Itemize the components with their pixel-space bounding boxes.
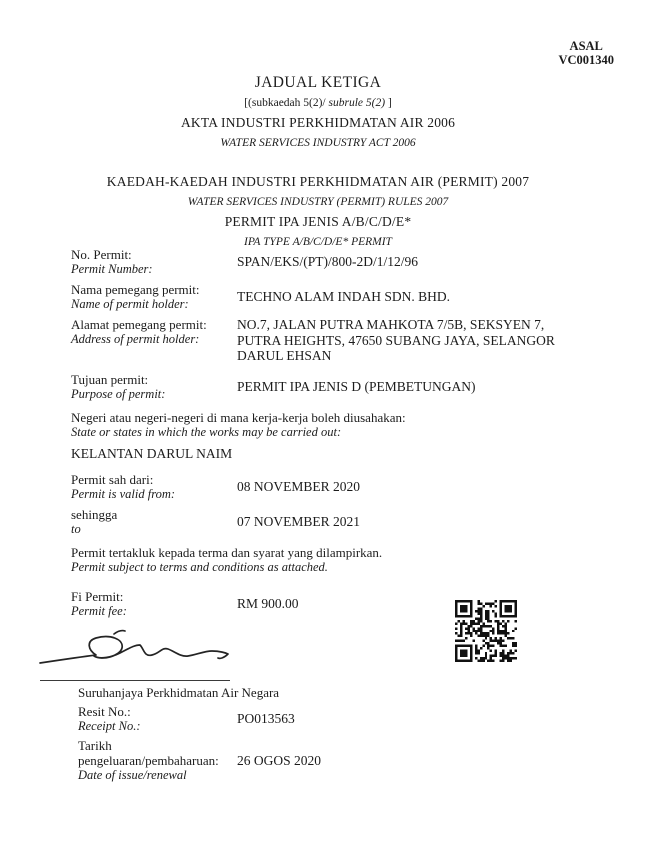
receipt-label-en: Receipt No.: [78, 719, 141, 733]
subrule-suffix: ] [385, 97, 392, 109]
purpose-label-my: Tujuan permit: [71, 371, 149, 387]
permit-fee-label-my: Fi Permit: [71, 588, 124, 604]
purpose-label-en: Purpose of permit: [71, 386, 166, 401]
permit-number-label-my: No. Permit: [71, 247, 132, 262]
terms-note-my: Permit tertakluk kepada terma dan syarat yang dilampirkan. [71, 544, 383, 560]
permit-fields [71, 247, 612, 624]
signature-image [36, 623, 232, 677]
field-purpose [71, 372, 612, 402]
states-section-label [71, 410, 612, 440]
holder-name-label-en: Name of permit holder: [71, 297, 189, 311]
field-holder-address [71, 317, 612, 364]
holder-address-label [71, 317, 237, 364]
document-footer [78, 685, 612, 787]
act-title-my: AKTA INDUSTRI PERKHIDMATAN AIR 2006 [180, 115, 456, 130]
receipt-label-my: Resit No.: [78, 704, 131, 719]
field-receipt-number [78, 704, 612, 734]
permit-number-value: SPAN/EKS/(PT)/800-2D/1/12/96 [237, 254, 419, 270]
subrule-prefix: [(subkaedah 5(2)/ [244, 97, 329, 109]
issue-date-value: 26 OGOS 2020 [237, 752, 322, 768]
field-holder-name [71, 282, 612, 312]
permit-fee-label [71, 589, 237, 619]
permit-number-label [71, 247, 237, 277]
permit-number-label-en: Permit Number: [71, 262, 153, 276]
states-label-my: Negeri atau negeri-negeri di mana kerja-kerja boleh diusahakan: [71, 409, 406, 425]
copy-marking-type: ASAL [569, 39, 603, 53]
authority-name: Suruhanjaya Perkhidmatan Air Negara [78, 685, 280, 700]
valid-to-value: 07 NOVEMBER 2021 [237, 513, 361, 529]
act-title-en: WATER SERVICES INDUSTRY ACT 2006 [220, 137, 416, 149]
copy-marking-serial: VC001340 [558, 53, 614, 67]
permit-fee-label-en: Permit fee: [71, 603, 127, 618]
schedule-title: JADUAL KETIGA [254, 74, 382, 91]
terms-note [71, 545, 612, 575]
subrule-reference [0, 97, 636, 109]
field-permit-number [71, 247, 612, 277]
valid-to-label [71, 507, 237, 537]
permit-fee-value: RM 900.00 [237, 595, 299, 611]
rules-title-my: KAEDAH-KAEDAH INDUSTRI PERKHIDMATAN AIR (PERMIT) 2007 [106, 174, 530, 189]
holder-address-label-en: Address of permit holder: [71, 332, 200, 346]
holder-address-value: NO.7, JALAN PUTRA MAHKOTA 7/5B, SEKSYEN 7, PUTRA HEIGHTS, 47650 SUBANG JAYA, SELANGOR DARUL EHSAN [237, 317, 555, 363]
valid-from-label-en: Permit is valid from: [71, 486, 176, 501]
valid-from-label-my: Permit sah dari: [71, 471, 154, 487]
issue-date-label [78, 738, 237, 783]
issue-date-label-my-2: pengeluaran/pembaharuan: [78, 753, 219, 768]
rules-title-en: WATER SERVICES INDUSTRY (PERMIT) RULES 2007 [187, 196, 449, 208]
receipt-label [78, 704, 237, 734]
valid-from-value: 08 NOVEMBER 2020 [237, 478, 361, 494]
subrule-italic: subrule 5(2) [328, 97, 386, 109]
purpose-value: PERMIT IPA JENIS D (PEMBETUNGAN) [237, 378, 476, 394]
holder-address-label-my: Alamat pemegang permit: [71, 317, 207, 332]
copy-marking [558, 39, 614, 67]
permit-type-en: IPA TYPE A/B/C/D/E* PERMIT [244, 236, 392, 248]
states-label-en: State or states in which the works may be carried out: [71, 424, 342, 439]
holder-name-label [71, 282, 237, 312]
holder-name-label-my: Nama pemegang permit: [71, 282, 200, 297]
valid-to-label-my: sehingga [71, 506, 118, 522]
issue-date-label-en: Date of issue/renewal [78, 768, 187, 782]
states-value: KELANTAN DARUL NAIM [71, 445, 233, 461]
receipt-value: PO013563 [237, 711, 295, 727]
document-header [0, 74, 650, 254]
permit-type-my: PERMIT IPA JENIS A/B/C/D/E* [224, 214, 412, 229]
valid-from-label [71, 472, 237, 502]
signature-line [40, 680, 230, 681]
purpose-label [71, 372, 237, 402]
qr-code-icon [455, 600, 517, 662]
field-valid-from [71, 472, 612, 502]
holder-name-value: TECHNO ALAM INDAH SDN. BHD. [237, 289, 451, 305]
issue-date-label-my-1: Tarikh [78, 738, 112, 753]
terms-note-en: Permit subject to terms and conditions as attached. [71, 559, 328, 574]
field-valid-to [71, 507, 612, 537]
field-permit-fee [71, 589, 612, 619]
field-issue-date [78, 738, 612, 783]
valid-to-label-en: to [71, 521, 81, 536]
